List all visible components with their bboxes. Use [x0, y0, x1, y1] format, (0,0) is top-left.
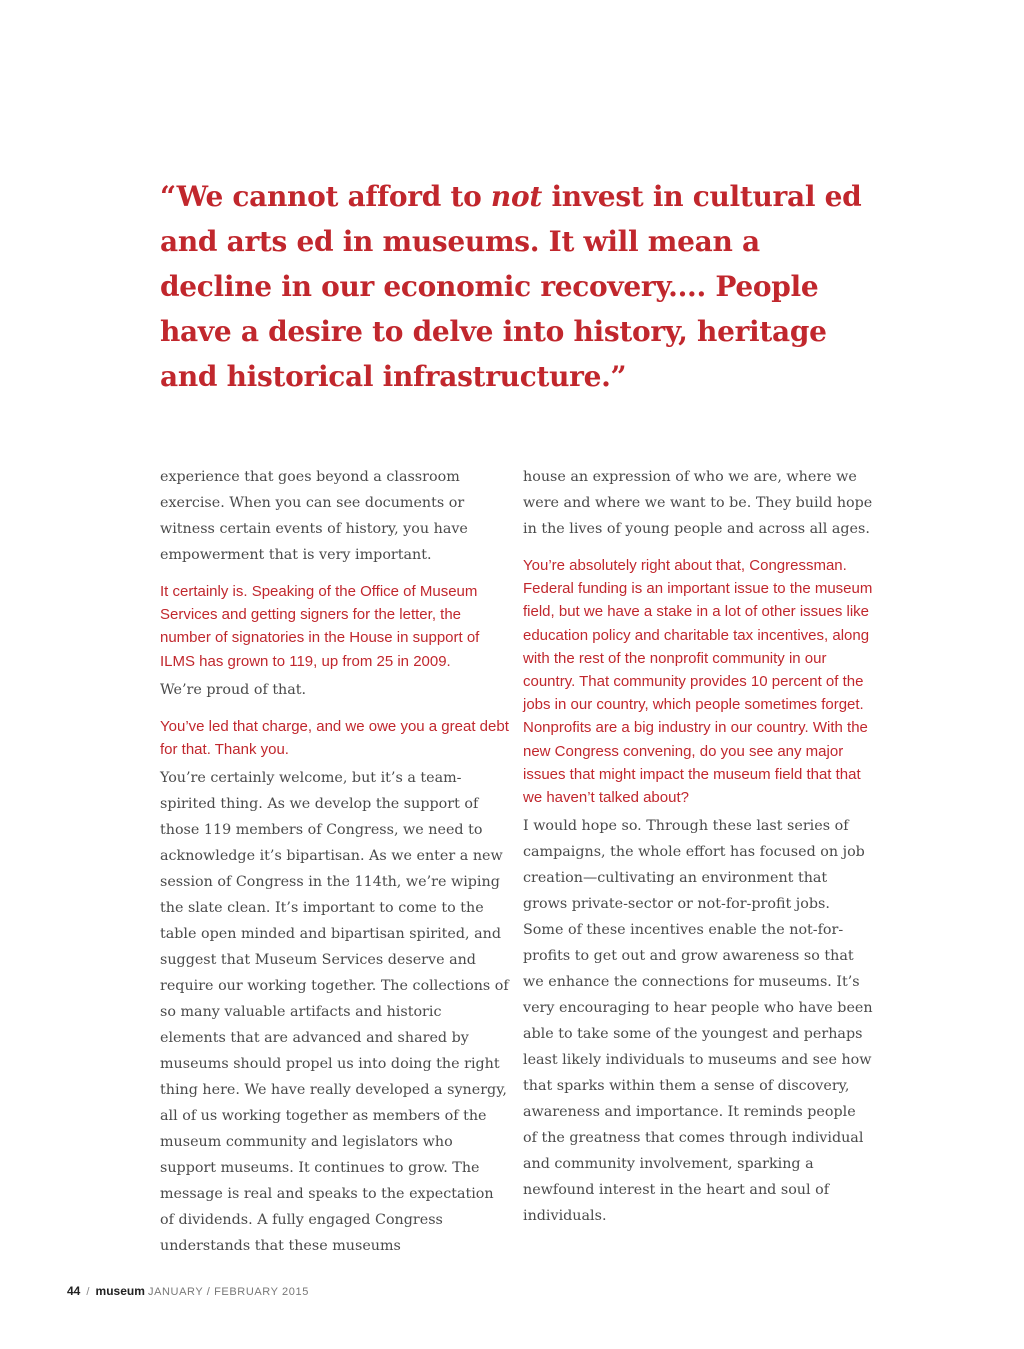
answer-paragraph: I would hope so. Through these last series of campaigns, the whole effort has focused on job creation—cultivating an environment that grows private-sector or not-for-profit jobs. Some of these incentives enable the not-for-profits to get out and grow awareness so that we enhance the connections for museums. It’s very encouraging to hear people who have been able to take some of the youngest and perhaps least likely individuals to museums and see how that sparks within them a sense of discovery, awareness and importance. It reminds people of the greatness that comes through individual and community involvement, sparking a newfound interest in the heart and soul of individuals. [523, 818, 873, 1225]
answer-paragraph: We’re proud of that. [160, 681, 307, 698]
question-paragraph: You’re absolutely right about that, Congressman. Federal funding is an important issue to the museum field, but we have a stake in a lot of other issues like education policy and charitable tax incentives, along with the rest of the nonprofit community in our country. That community provides 10 percent of the jobs in our country, which people sometimes forget. Nonprofits are a big industry in our country. With the new Congress convening, do you see any major issues that might impact the museum field that that we haven’t talked about? [523, 557, 873, 807]
answer-paragraph: house an expression of who we are, where we were and where we want to be. They build hope in the lives of young people and across all ages. [523, 469, 873, 537]
question-paragraph: It certainly is. Speaking of the Office of Museum Services and getting signers for the letter, the number of signatories in the House in support of ILMS has grown to 119, up from 25 in 2009. [160, 583, 480, 670]
pull-quote-emphasis: not [490, 180, 542, 213]
page-number: 44 [67, 1284, 81, 1298]
pull-quote [160, 174, 880, 399]
answer-paragraph: You’re certainly welcome, but it’s a team-spirited thing. As we develop the support of those 119 members of Congress, we need to acknowledge it’s bipartisan. As we enter a new session of Congress in the 114th, we’re wiping the slate clean. It’s important to come to the table open minded and bipartisan spirited, and suggest that Museum Services deserve and require our working together. The collections of so many valuable artifacts and historic elements that are advanced and shared by museums should propel us into doing the right thing here. We have really developed a synergy, all of us working together as members of the museum community and legislators who support museums. It continues to grow. The message is real and speaks to the expectation of dividends. A fully engaged Congress understands that these museums [160, 770, 509, 1255]
page-footer [67, 1284, 309, 1298]
pull-quote-text-start: “We cannot afford to [160, 180, 491, 213]
issue-date: JANUARY / FEBRUARY 2015 [147, 1286, 309, 1298]
footer-separator: / [86, 1286, 90, 1298]
answer-paragraph: experience that goes beyond a classroom exercise. When you can see documents or witness certain events of history, you have empowerment that is very important. [160, 469, 468, 563]
question-paragraph: You’ve led that charge, and we owe you a great debt for that. Thank you. [160, 717, 509, 759]
left-column [160, 464, 510, 1259]
pull-quote-text-end: invest in cultural ed and arts ed in museums. It will mean a decline in our economic recovery.... People have a desire to delve into history, heritage and historical infrastructure.” [160, 180, 862, 393]
magazine-name: museum [95, 1284, 145, 1298]
right-column [523, 464, 873, 1229]
